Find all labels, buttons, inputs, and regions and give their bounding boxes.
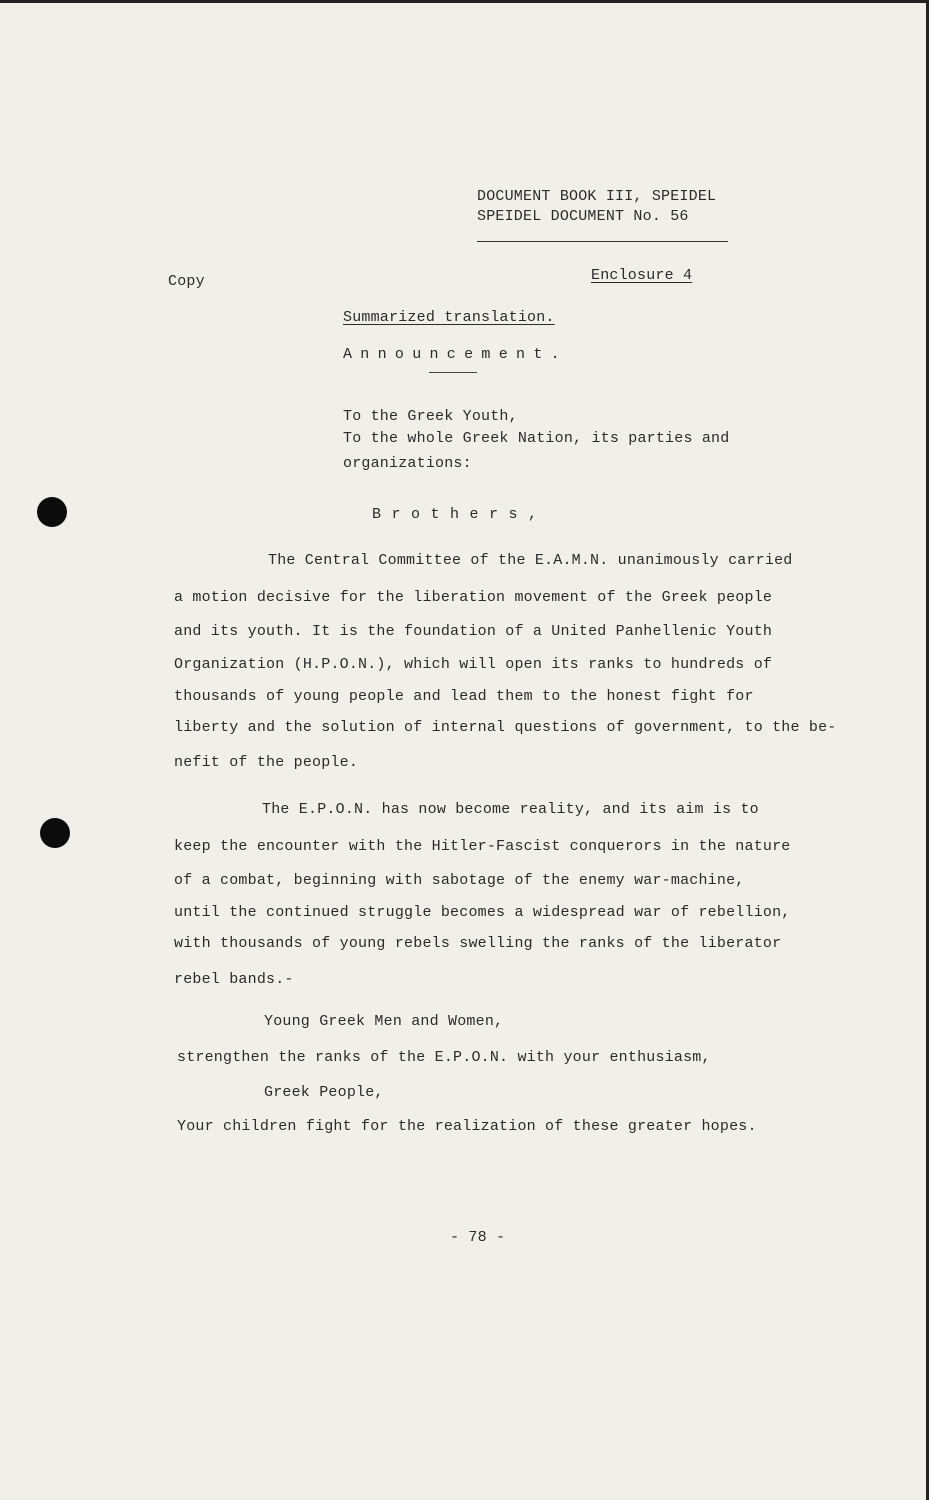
enclosure-label: Enclosure 4 [591, 267, 693, 284]
punch-hole [40, 818, 70, 848]
header-line-2: SPEIDEL DOCUMENT No. 56 [477, 208, 689, 225]
paragraph-1-line: Organization (H.P.O.N.), which will open its ranks to hundreds of [174, 656, 773, 673]
paragraph-1-line: The Central Committee of the E.A.M.N. unanimously carried [268, 552, 793, 569]
header-line-1: DOCUMENT BOOK III, SPEIDEL [477, 188, 717, 205]
closing-line-2: strengthen the ranks of the E.P.O.N. with your enthusiasm, [177, 1049, 711, 1066]
paragraph-1-line: and its youth. It is the foundation of a United Panhellenic Youth [174, 623, 773, 640]
paragraph-1-line: nefit of the people. [174, 754, 359, 771]
scan-edge-top [0, 0, 929, 3]
punch-hole [37, 497, 67, 527]
address-line-2: To the whole Greek Nation, its parties and [343, 430, 730, 447]
address-line-3: organizations: [343, 455, 472, 472]
closing-line-1: Young Greek Men and Women, [264, 1013, 504, 1030]
header-divider [477, 241, 728, 242]
paragraph-2-line: keep the encounter with the Hitler-Fascist conquerors in the nature [174, 838, 791, 855]
paragraph-2-line: until the continued struggle becomes a widespread war of rebellion, [174, 904, 791, 921]
paragraph-2-line: rebel bands.- [174, 971, 294, 988]
paragraph-2-line: of a combat, beginning with sabotage of the enemy war-machine, [174, 872, 745, 889]
salutation: Brothers, [372, 506, 548, 523]
closing-line-4: Your children fight for the realization of these greater hopes. [177, 1118, 757, 1135]
paragraph-1-line: a motion decisive for the liberation movement of the Greek people [174, 589, 773, 606]
announcement-heading: Announcement. [343, 346, 568, 363]
paragraph-1-line: thousands of young people and lead them to the honest fight for [174, 688, 754, 705]
paragraph-1-line: liberty and the solution of internal questions of government, to the be- [174, 719, 837, 736]
summary-heading: Summarized translation. [343, 309, 555, 326]
paragraph-2-line: The E.P.O.N. has now become reality, and its aim is to [262, 801, 759, 818]
address-line-1: To the Greek Youth, [343, 408, 518, 425]
paragraph-2-line: with thousands of young rebels swelling the ranks of the liberator [174, 935, 782, 952]
announcement-underline [429, 372, 477, 373]
page-number: - 78 - [450, 1229, 506, 1246]
copy-label: Copy [168, 273, 205, 290]
closing-line-3: Greek People, [264, 1084, 384, 1101]
